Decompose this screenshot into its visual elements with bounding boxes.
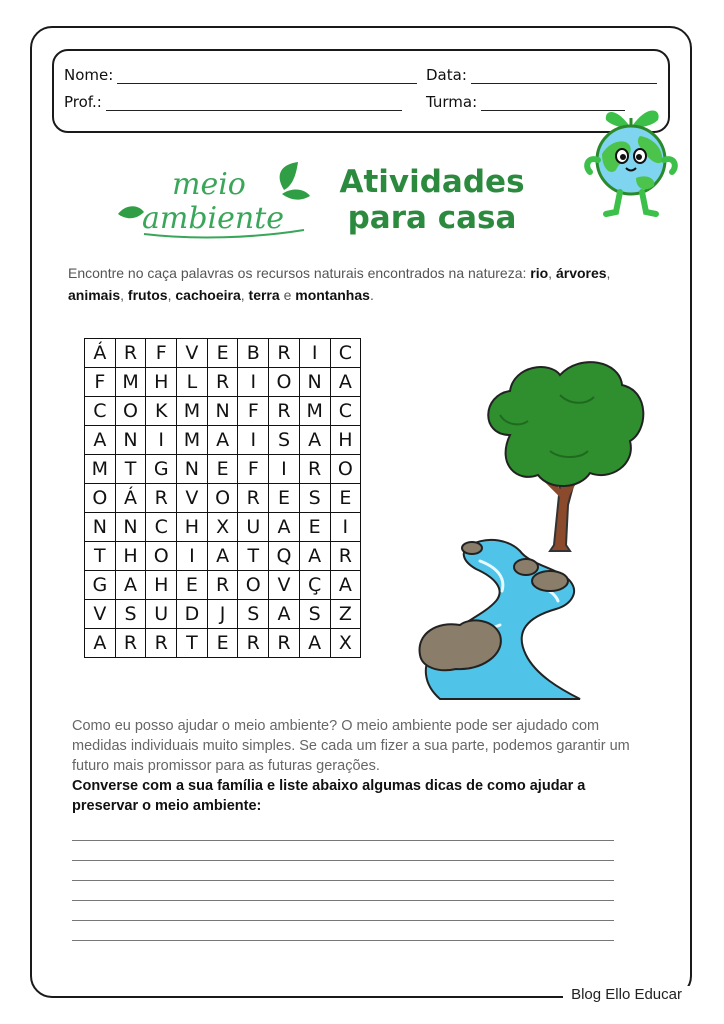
prof-line[interactable] [106,96,402,111]
grid-cell[interactable]: N [299,368,330,397]
grid-cell[interactable]: R [146,484,177,513]
grid-cell[interactable]: G [146,455,177,484]
grid-cell[interactable]: N [115,513,146,542]
grid-cell[interactable]: A [207,426,238,455]
grid-row [85,571,361,600]
grid-cell[interactable]: A [207,542,238,571]
grid-cell[interactable]: T [115,455,146,484]
grid-cell[interactable]: H [146,368,177,397]
prof-field[interactable] [64,93,402,111]
data-line[interactable] [471,69,657,84]
writing-line-3[interactable] [72,880,614,881]
grid-cell[interactable]: R [299,455,330,484]
grid-cell[interactable]: O [115,397,146,426]
grid-cell[interactable]: H [177,513,208,542]
grid-cell[interactable]: R [115,629,146,658]
grid-cell[interactable]: B [238,339,269,368]
grid-cell[interactable]: R [115,339,146,368]
word-separator-and: e [283,287,292,303]
grid-cell[interactable]: S [115,600,146,629]
grid-cell[interactable]: T [177,629,208,658]
grid-cell[interactable]: U [146,600,177,629]
meio-ambiente-logo [114,160,314,242]
grid-cell[interactable]: O [207,484,238,513]
grid-cell[interactable]: A [299,426,330,455]
grid-cell[interactable]: E [299,513,330,542]
grid-cell[interactable]: E [269,484,300,513]
logo-word-ambiente: ambiente [142,201,285,236]
grid-cell[interactable]: N [207,397,238,426]
word-arvores: árvores [555,265,607,281]
tree-river-illustration [410,355,650,700]
grid-cell[interactable]: R [207,368,238,397]
grid-cell[interactable]: J [207,600,238,629]
grid-cell[interactable]: R [146,629,177,658]
grid-cell[interactable]: F [146,339,177,368]
instruction-intro: Encontre no caça palavras os recursos naturais encontrados na natureza: [68,265,527,281]
grid-cell[interactable]: Á [85,339,116,368]
grid-row [85,368,361,397]
data-label: Data: [426,66,467,84]
grid-cell[interactable]: V [177,339,208,368]
grid-cell[interactable]: C [330,397,361,426]
grid-cell[interactable]: K [146,397,177,426]
grid-cell[interactable]: O [238,571,269,600]
grid-cell[interactable]: A [269,600,300,629]
data-field[interactable] [426,66,657,84]
writing-line-4[interactable] [72,900,614,901]
grid-cell[interactable]: N [85,513,116,542]
earth-mascot-icon [576,100,686,220]
grid-row [85,600,361,629]
grid-cell[interactable]: C [85,397,116,426]
grid-cell[interactable]: A [85,629,116,658]
grid-cell[interactable]: C [146,513,177,542]
grid-cell[interactable]: S [299,484,330,513]
grid-cell[interactable]: C [330,339,361,368]
grid-cell[interactable]: E [207,339,238,368]
grid-cell[interactable]: A [330,368,361,397]
grid-cell[interactable]: H [146,571,177,600]
grid-cell[interactable]: M [115,368,146,397]
grid-cell[interactable]: D [177,600,208,629]
grid-cell[interactable]: E [177,571,208,600]
grid-row [85,513,361,542]
title-line-1: Atividades [339,164,525,200]
grid-cell[interactable]: A [85,426,116,455]
writing-line-5[interactable] [72,920,614,921]
grid-cell[interactable]: O [330,455,361,484]
word-montanhas: montanhas [295,287,370,303]
logo-word-meio: meio [172,167,246,202]
word-cachoeira: cachoeira [175,287,241,303]
grid-cell[interactable]: X [207,513,238,542]
grid-cell[interactable]: M [177,397,208,426]
nome-label: Nome: [64,66,114,84]
grid-cell[interactable]: H [330,426,361,455]
grid-cell[interactable]: R [330,542,361,571]
grid-cell[interactable]: R [238,629,269,658]
word-search-grid [84,338,361,658]
grid-cell[interactable]: U [238,513,269,542]
grid-cell[interactable]: I [146,426,177,455]
grid-cell[interactable]: Q [269,542,300,571]
page-title [322,164,542,236]
grid-cell[interactable]: X [330,629,361,658]
grid-cell[interactable]: G [85,571,116,600]
grid-cell[interactable]: F [238,455,269,484]
grid-cell[interactable]: H [115,542,146,571]
grid-cell[interactable]: I [177,542,208,571]
grid-cell[interactable]: E [207,455,238,484]
word-frutos: frutos [127,287,168,303]
grid-cell[interactable]: T [85,542,116,571]
writing-line-6[interactable] [72,940,614,941]
nome-field[interactable] [64,66,417,84]
grid-cell[interactable]: I [269,455,300,484]
grid-cell[interactable]: A [299,629,330,658]
grid-cell[interactable]: I [299,339,330,368]
word-terra: terra [248,287,280,303]
title-line-2: para casa [347,200,517,236]
grid-cell[interactable]: V [85,600,116,629]
grid-row [85,629,361,658]
grid-cell[interactable]: M [85,455,116,484]
grid-cell[interactable]: V [269,571,300,600]
grid-row [85,426,361,455]
grid-cell[interactable]: R [269,629,300,658]
grid-cell[interactable]: O [269,368,300,397]
writing-line-2[interactable] [72,860,614,861]
grid-cell[interactable]: O [85,484,116,513]
grid-row [85,484,361,513]
grid-cell[interactable]: M [299,397,330,426]
grid-cell[interactable]: V [177,484,208,513]
grid-row [85,339,361,368]
grid-cell[interactable]: N [115,426,146,455]
grid-cell[interactable]: I [330,513,361,542]
grid-cell[interactable]: A [269,513,300,542]
grid-cell[interactable]: T [238,542,269,571]
footer-credit: Blog Ello Educar [563,986,690,1003]
grid-cell[interactable]: M [177,426,208,455]
grid-cell[interactable]: I [238,368,269,397]
task-instruction: Converse com a sua família e liste abaixo algumas dicas de como ajudar a preservar o meio ambiente: [72,778,586,814]
grid-cell[interactable]: Á [115,484,146,513]
nome-line[interactable] [117,69,417,84]
grid-cell[interactable]: S [299,600,330,629]
grid-row [85,455,361,484]
grid-cell[interactable]: E [207,629,238,658]
grid-cell[interactable]: N [177,455,208,484]
grid-row [85,542,361,571]
word-animais: animais [68,287,121,303]
grid-cell[interactable]: A [115,571,146,600]
grid-cell[interactable]: L [177,368,208,397]
grid-cell[interactable]: F [238,397,269,426]
grid-cell[interactable]: R [269,339,300,368]
grid-cell[interactable]: F [85,368,116,397]
word-rio: rio [530,265,549,281]
grid-cell[interactable]: A [299,542,330,571]
grid-cell[interactable]: R [269,397,300,426]
grid-cell[interactable]: Ç [299,571,330,600]
info-paragraph: Como eu posso ajudar o meio ambiente? O meio ambiente pode ser ajudado com medidas individuais muito simples. Se cada um fizer a sua parte, podemos garantir um futuro mais promissor para as futuras gerações. [72,718,630,774]
grid-cell[interactable]: R [238,484,269,513]
grid-row [85,397,361,426]
grid-cell[interactable]: R [207,571,238,600]
grid-cell[interactable]: A [330,571,361,600]
writing-line-1[interactable] [72,840,614,841]
grid-cell[interactable]: Z [330,600,361,629]
grid-cell[interactable]: O [146,542,177,571]
grid-cell[interactable]: E [330,484,361,513]
grid-cell[interactable]: S [269,426,300,455]
turma-label: Turma: [426,93,478,111]
prof-label: Prof.: [64,93,102,111]
grid-cell[interactable]: S [238,600,269,629]
grid-cell[interactable]: I [238,426,269,455]
instruction-text: Encontre no caça palavras os recursos naturais encontrados na natureza: rio, árvores, animais, frutos, cachoeira, terra e montanhas. [68,265,611,303]
